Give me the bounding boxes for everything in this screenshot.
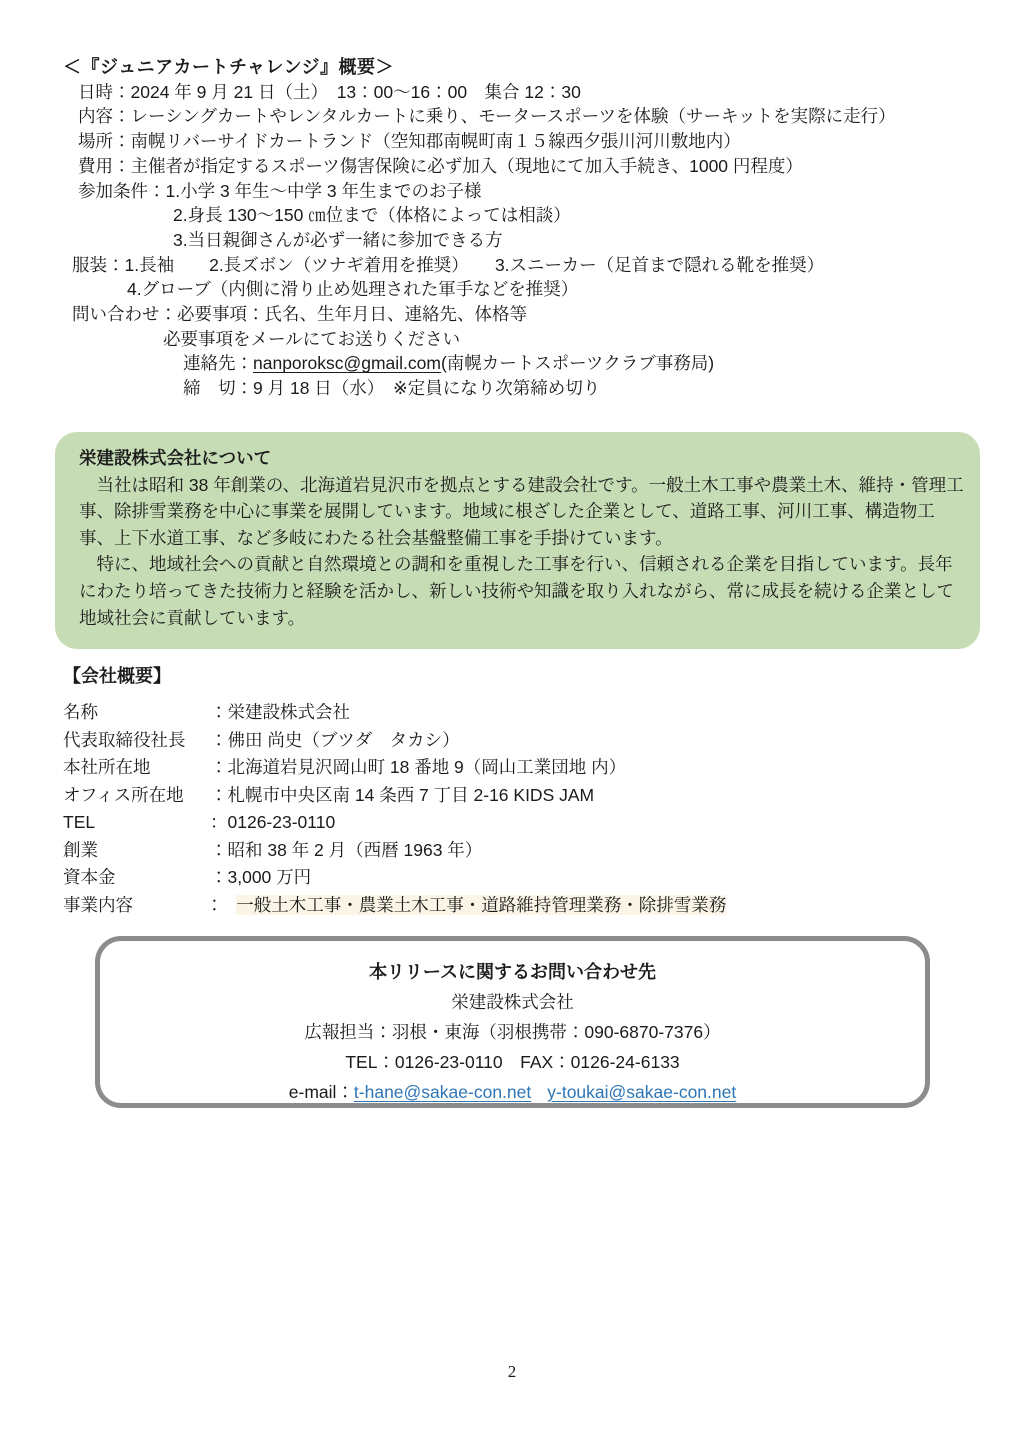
company-field-label: 名称 [63, 702, 98, 722]
contact-email-row [100, 1077, 925, 1107]
contact-company-name: 栄建設株式会社 [451, 992, 574, 1012]
about-company-title: 栄建設株式会社について [79, 448, 272, 468]
event-detail-line [63, 327, 993, 352]
company-field-value [210, 837, 482, 865]
company-field-label: 資本金 [63, 867, 116, 887]
company-field-label: オフィス所在地 [63, 784, 184, 805]
company-field-text: 0126-23-0110 [227, 812, 336, 832]
company-field-value [210, 864, 311, 892]
email-label: e-mail： [288, 1082, 354, 1102]
company-row [63, 864, 963, 892]
contact-box-title: 本リリースに関するお問い合わせ先 [368, 962, 657, 982]
company-field-label: 事業内容 [63, 894, 133, 915]
company-table [63, 699, 963, 919]
line-text: 締 切：9 月 18 日（水） ※定員になり次第締め切り [183, 378, 601, 399]
company-field-text: 一般土木工事・農業土木工事・道路維持管理業務・除排雪業務 [236, 894, 727, 915]
company-field-text: 札幌市中央区南 14 条西 7 丁目 2-16 KIDS JAM [227, 784, 595, 805]
company-field-value [210, 782, 594, 810]
event-detail-line [63, 376, 993, 401]
event-detail-line [63, 80, 993, 105]
colon: ： [210, 702, 228, 722]
event-detail-line [63, 228, 993, 253]
line-text: 問い合わせ：必要事項：氏名、生年月日、連絡先、体格等 [72, 304, 527, 325]
company-field-value [210, 754, 626, 782]
line-text: 服装：1.長袖 2.長ズボン（ツナギ着用を推奨） 3.スニーカー（足首まで隠れる靴を推奨） [72, 254, 825, 275]
company-row [63, 699, 963, 727]
line-text: 2.身長 130～150 ㎝位まで（体格によっては相談） [173, 205, 571, 226]
event-overview-title: ＜『ジュニアカートチャレンジ』概要＞ [63, 57, 395, 77]
colon: ： [210, 757, 228, 777]
event-detail-line [63, 203, 993, 228]
company-row [63, 809, 963, 837]
about-company-paragraph: 当社は昭和 38 年創業の、北海道岩見沢市を拠点とする建設会社です。一般土木工事や農業土木、維持・管理工事、除排雪業務を中心に事業を展開しています。地域に根ざした企業として、道路工事、河川工事、構造物工事、上下水道工事、など多岐にわたる社会基盤整備工事を手掛けています。 [79, 474, 964, 548]
company-field-text: 北海道岩見沢岡山町 18 番地 9（岡山工業団地 内） [227, 757, 627, 777]
colon: ： [210, 894, 237, 915]
event-overview-section [63, 55, 993, 401]
company-field-label: 創業 [63, 839, 98, 860]
company-field-label: 代表取締役社長 [63, 729, 186, 750]
event-detail-line [63, 302, 993, 327]
line-text: 3.当日親御さんが必ず一緒に参加できる方 [173, 229, 503, 250]
company-row [63, 837, 963, 865]
colon: ： [210, 784, 228, 805]
company-field-label: TEL [63, 812, 96, 832]
company-row [63, 892, 963, 920]
company-field-text: 昭和 38 年 2 月（西暦 1963 年） [227, 839, 483, 860]
company-overview-title: 【会社概要】 [63, 666, 171, 686]
colon: ： [210, 839, 228, 860]
line-text: 場所：南幌リバーサイドカートランド（空知郡南幌町南１５線西夕張川河川敷地内） [78, 131, 741, 152]
contact-pr-line: 広報担当：羽根・東海（羽根携帯：090-6870-7376） [304, 1022, 721, 1042]
company-field-value [210, 699, 350, 727]
about-company-paragraph: 特に、地域社会への貢献と自然環境との調和を重視した工事を行い、信頼される企業を目指しています。長年にわたり培ってきた技術力と経験を活かし、新しい技術や知識を取り入れながら、常に成長を続ける企業として地域社会に貢献しています。 [79, 554, 954, 628]
colon: ： [210, 729, 228, 750]
colon: ： [210, 812, 228, 832]
event-detail-line [63, 253, 993, 278]
company-field-label: 本社所在地 [63, 757, 151, 777]
company-field-text: 栄建設株式会社 [227, 702, 350, 722]
company-field-value [210, 809, 335, 837]
contact-tel-fax: TEL：0126-23-0110 FAX：0126-24-6133 [345, 1052, 680, 1072]
company-field-text: 佛田 尚史（ブツダ タカシ） [227, 729, 460, 750]
line-text: 内容：レーシングカートやレンタルカートに乗り、モータースポーツを体験（サーキットを実際に走行） [78, 106, 896, 127]
event-detail-line [63, 277, 993, 302]
company-field-value [210, 892, 726, 920]
event-detail-line [63, 129, 993, 154]
event-detail-line [63, 179, 993, 204]
company-field-text: 3,000 万円 [227, 867, 312, 887]
company-field-value [210, 727, 460, 755]
company-row [63, 754, 963, 782]
event-detail-line [63, 351, 993, 376]
about-company-box [55, 432, 980, 649]
event-detail-line [63, 154, 993, 179]
colon: ： [210, 867, 228, 887]
contact-email-link-2[interactable]: y-toukai@sakae-con.net [547, 1082, 737, 1102]
line-text-after: (南幌カートスポーツクラブ事務局) [440, 353, 715, 374]
press-contact-box [95, 936, 930, 1108]
about-company-paragraphs [79, 472, 968, 632]
contact-email-link-1[interactable]: t-hane@sakae-con.net [353, 1082, 532, 1102]
event-detail-line [63, 104, 993, 129]
event-details [63, 80, 993, 401]
inline-email-link[interactable]: nanporoksc@gmail.com [253, 353, 441, 374]
line-text: 日時：2024 年 9 月 21 日（土） 13：00～16：00 集合 12：30 [78, 81, 581, 102]
line-text: 費用：主催者が指定するスポーツ傷害保険に必ず加入（現地にて加入手続き、1000 円程度） [78, 155, 803, 176]
line-text: 4.グローブ（内側に滑り止め処理された軍手などを推奨） [127, 279, 579, 300]
line-text: 連絡先： [183, 353, 253, 374]
company-overview-section [63, 663, 963, 919]
company-row [63, 727, 963, 755]
company-row [63, 782, 963, 810]
line-text: 参加条件：1.小学 3 年生～中学 3 年生までのお子様 [78, 180, 482, 201]
line-text: 必要事項をメールにてお送りください [163, 328, 461, 349]
page-number: 2 [507, 1362, 517, 1381]
